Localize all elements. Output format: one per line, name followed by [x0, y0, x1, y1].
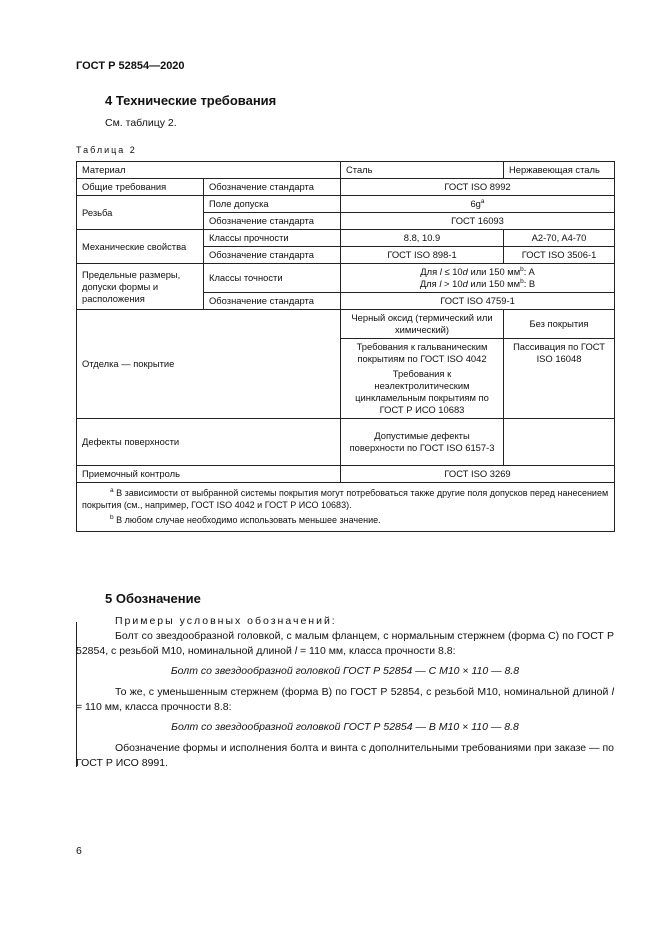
- header-steel: Сталь: [341, 162, 504, 179]
- value-strength-stainless: A2-70, A4-70: [504, 230, 615, 247]
- accuracy-line-b: Для l > 10d или 150 $мм^b$: B: [419, 277, 536, 289]
- example-1-text: Болт со звездообразной головкой, с малым фланцем, с нормальным стержнем (форма С) по ГОСТ Р 52854, с резьбой М10, номинальной длиной l = 110 мм, класса прочности 8.8:: [76, 630, 614, 657]
- value-general: ГОСТ ISO 8992: [341, 179, 615, 196]
- accuracy-line-a: Для l ≤ 10d или 150 $мм^b$: A: [420, 265, 535, 277]
- row-label-thread: Резьба: [77, 196, 204, 230]
- value-finish-steel-coatings: [341, 339, 504, 419]
- row-label-defects: Дефекты поверхности: [77, 419, 341, 466]
- value-mech-std-steel: ГОСТ ISO 898-1: [341, 247, 504, 264]
- example-1-designation: Болт со звездообразной головкой ГОСТ Р 52854 — С М10 × 110 — 8.8: [170, 665, 520, 677]
- value-tolerance: [341, 196, 615, 213]
- section-4-title: 4 Технические требования: [105, 93, 277, 108]
- row-label-mechanical: Механические свойства: [77, 230, 204, 264]
- finish-galvanic: Требования к гальваническим покрытиям по ГОСТ ISO 4042: [356, 341, 488, 364]
- value-thread-standard: ГОСТ 16093: [341, 213, 615, 230]
- value-defects-steel: Допустимые дефекты поверхности по ГОСТ ISO 6157-3: [341, 419, 504, 466]
- value-mech-std-stainless: ГОСТ ISO 3506-1: [504, 247, 615, 264]
- value-limits-standard: ГОСТ ISO 4759-1: [341, 293, 615, 310]
- table-row: [77, 179, 615, 196]
- designation-note: Обозначение формы и исполнения болта и винта с дополнительными требованиями при заказе — по ГОСТ Р ИСО 8991.: [76, 742, 614, 769]
- table-header-row: [77, 162, 615, 179]
- value-acceptance: ГОСТ ISO 3269: [341, 466, 615, 483]
- footnote-a: $^a$ В зависимости от выбранной системы покрытия могут потребоваться также другие поля допусков перед нанесением покрытия (см., например, ГОСТ ISO 4042 и ГОСТ Р ИСО 10683).: [82, 487, 609, 510]
- param-accuracy-classes: Классы точности: [204, 264, 341, 293]
- value-finish-passivation: Пассивация по ГОСТ ISO 16048: [504, 339, 615, 419]
- param-standard: Обозначение стандарта: [204, 179, 341, 196]
- example-2-designation: Болт со звездообразной головкой ГОСТ Р 52854 — В М10 × 110 — 8.8: [171, 721, 519, 733]
- page-number: 6: [76, 845, 82, 857]
- table-row: [77, 230, 615, 247]
- table-row: [77, 310, 615, 339]
- value-strength-steel: 8.8, 10.9: [341, 230, 504, 247]
- row-label-finish: Отделка — покрытие: [77, 310, 341, 419]
- example-2-text: То же, с уменьшенным стержнем (форма В) по ГОСТ Р 52854, с резьбой М10, номинальной длиной l = 110 мм, класса прочности 8.8:: [76, 686, 614, 713]
- section-5-title: 5 Обозначение: [105, 591, 201, 606]
- value-defects-stainless: [504, 419, 615, 466]
- finish-zinc-flake: Требования к неэлектролитическим цинкламельным покрытиям по ГОСТ Р ИСО 10683: [355, 368, 489, 415]
- value-finish-steel-oxide: Черный оксид (термический или химический): [341, 310, 504, 339]
- table-row: [77, 264, 615, 293]
- header-stainless: Нержавеющая сталь: [504, 162, 615, 179]
- table-row: [77, 466, 615, 483]
- row-label-limits: Предельные размеры, допуски формы и расположения: [77, 264, 204, 310]
- header-material: Материал: [77, 162, 341, 179]
- param-standard: Обозначение стандарта: [204, 213, 341, 230]
- table-row: [77, 196, 615, 213]
- footnote-mark: a: [480, 197, 485, 205]
- row-label-general: Общие требования: [77, 179, 204, 196]
- value-finish-stainless-none: Без покрытия: [504, 310, 615, 339]
- param-strength-classes: Классы прочности: [204, 230, 341, 247]
- tolerance-text: 6g: [470, 198, 481, 209]
- table-row: [77, 419, 615, 466]
- row-label-acceptance: Приемочный контроль: [77, 466, 341, 483]
- section-4-reference: См. таблицу 2.: [105, 117, 177, 129]
- table-caption: Таблица 2: [76, 145, 137, 155]
- value-accuracy: [341, 264, 615, 293]
- table-footnotes: [77, 483, 615, 532]
- param-standard: Обозначение стандарта: [204, 247, 341, 264]
- footnote-b: $^b$ В любом случае необходимо использовать меньшее значение.: [110, 514, 381, 525]
- section-5-body: [76, 614, 614, 771]
- requirements-table: [76, 161, 615, 532]
- document-header: ГОСТ Р 52854—2020: [76, 60, 185, 72]
- param-standard: Обозначение стандарта: [204, 293, 341, 310]
- examples-label: Примеры условных обозначений:: [115, 615, 337, 627]
- param-tolerance: Поле допуска: [204, 196, 341, 213]
